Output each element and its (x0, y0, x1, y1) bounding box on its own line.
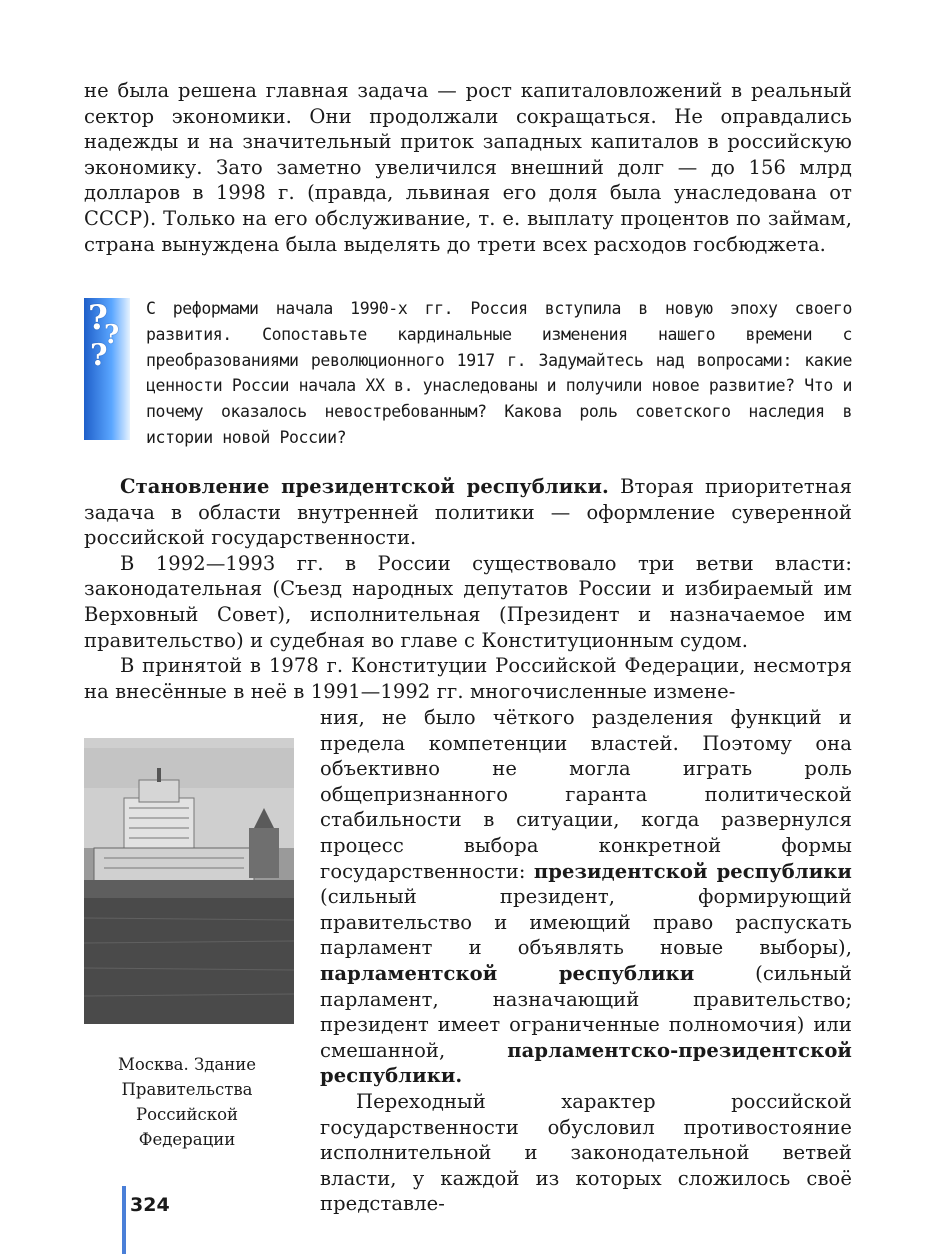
caption-line: Российской (136, 1105, 238, 1124)
paragraph-top-text: не была решена главная задача — рост капиталовложений в реальный сектор экономики. Они продолжали сокращаться. Не оправдались надежды и на значительный приток западных капиталов в российскую экономику. Зато заметно увеличился внешний долг — до 156 млрд долларов в 1998 г. (правда, львиная его доля была унаследована от СССР). Только на его обслуживание, т. е. выплату процентов по займам, страна вынуждена была выделять до трети всех расходов госбюджета. (84, 79, 852, 256)
government-building-photo (84, 738, 294, 1024)
caption-line: Федерации (138, 1130, 236, 1149)
bold-term-mixed: парламентско-президентской республики. (320, 1038, 852, 1088)
paragraph-constitution-start: В принятой в 1978 г. Конституции Российской Федерации, несмотря на внесённые в неё в 1991—1992 гг. многочисленные измене- (84, 654, 852, 703)
paragraph-last: Переходный характер российской государственности обусловил противостояние исполнительной и законодательной ветвей власти, у каждой из которых сложилось своё представле- (320, 1089, 852, 1216)
bold-term-parliamentary: парламентской республики (320, 961, 695, 985)
paragraph-constitution-wrap (320, 705, 852, 1217)
text-span: (сильный парламент, назначающий правительство; президент имеет ограниченные полномочия) или смешанной, (320, 961, 852, 1062)
page-number-bar (122, 1186, 126, 1254)
section-intro-text (84, 474, 852, 551)
text-span: (сильный президент, формирующий правительство и имеющий право распускать парламент и объявлять новые выборы), (320, 885, 852, 960)
caption-line: Москва. Здание (117, 1055, 257, 1074)
paragraph-top (84, 78, 852, 257)
question-text: С реформами начала 1990-х гг. Россия вступила в новую эпоху своего развития. Сопоставьте кардинальные изменения нашего времени с преобразованиями революционного 1917 г. Задумайтесь над вопросами: какие ценности России начала XX в. унаследованы и получили новое развитие? Что и почему оказалось невостребованным? Какова роль советского наследия в истории новой России? (146, 299, 852, 447)
paragraph-branches: В 1992—1993 гг. в России существовало три ветви власти: законодательная (Съезд народных депутатов России и избираемый им Верховный Совет), исполнительная (Президент и назначаемое им правительство) и судебная во главе с Конституционным судом. (84, 551, 852, 652)
caption-line: Правительства (121, 1080, 253, 1099)
question-marks-icon: ? ? ? (84, 298, 130, 440)
photo-caption (84, 1052, 290, 1152)
section-heading: Становление президентской республики. (120, 475, 609, 498)
bold-term-presidential: президентской республики (533, 859, 852, 883)
page-number: 324 (130, 1194, 170, 1216)
section-intro (84, 474, 852, 704)
paragraph-constitution-text (320, 705, 852, 1089)
text-span: ния, не было чёткого разделения функций и предела компетенции властей. Поэтому она объективно не могла играть роль общепризнанного гаранта политической стабильности в ситуации, когда развернулся процесс выбора конкретной формы государственности: (320, 706, 852, 883)
question-box (84, 296, 856, 447)
section-heading-rest: Вторая приоритетная задача в области внутренней политики — оформление суверенной российской государственности. (84, 475, 852, 550)
